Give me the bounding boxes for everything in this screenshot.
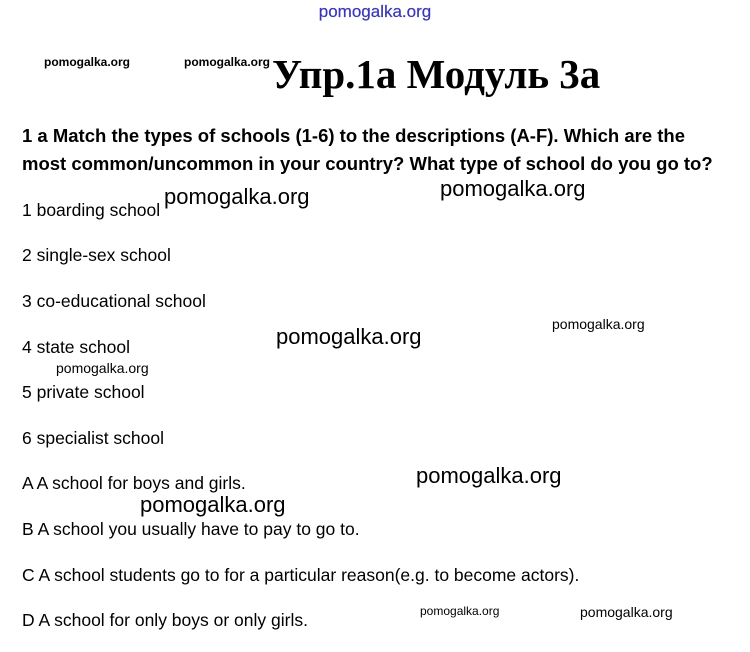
page-title: Упр.1а Модуль 3а [272,51,601,97]
school-item: 6 specialist school [22,428,165,448]
watermark: pomogalka.org [56,360,149,376]
description-item: B A school you usually have to pay to go to. [22,519,360,539]
watermark: pomogalka.org [580,604,673,620]
school-item: 3 co-educational school [22,291,206,311]
school-item: 5 private school [22,382,145,402]
school-item: 1 boarding school [22,200,161,220]
description-item: A A school for boys and girls. [22,473,246,493]
watermark: pomogalka.org [184,55,271,69]
watermark: pomogalka.org [420,604,500,618]
school-item: 2 single-sex school [22,245,171,265]
watermark: pomogalka.org [164,184,310,209]
school-item: 4 state school [22,337,130,357]
site-header-link[interactable]: pomogalka.org [318,2,432,21]
watermark: pomogalka.org [44,55,131,69]
watermark: pomogalka.org [276,324,422,349]
watermark: pomogalka.org [416,463,562,488]
exercise-question: 1 a Match the types of schools (1-6) to the descriptions (A-F). Which are the most common/uncommon in your country? What type of school do you go to? [22,125,713,174]
watermark: pomogalka.org [552,316,645,332]
watermark: pomogalka.org [440,176,586,201]
watermark: pomogalka.org [140,492,286,517]
description-item: C A school students go to for a particular reason(e.g. to become actors). [22,565,580,585]
description-item: D A school for only boys or only girls. [22,610,308,630]
